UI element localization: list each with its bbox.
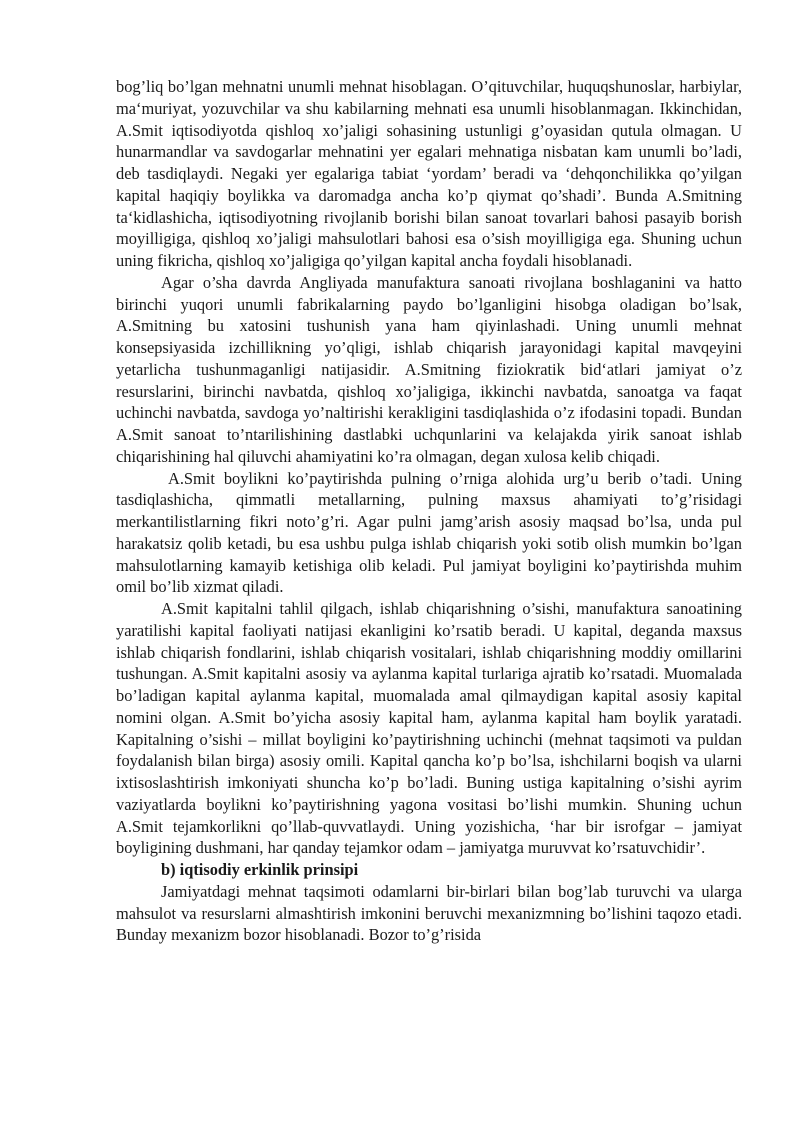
paragraph-2: Agar o’sha davrda Angliyada manufaktura sanoati rivojlana boshlaganini va hatto birinchi yuqori unumli fabrikalarning paydo bo’lganligini hisobga oladigan bo’lsak, A.Smitning bu xatosini tushunish yana ham qiyinlashadi. Uning unumli mehnat konsepsiyasida izchillikning yo’qligi, ishlab chiqarish jarayonidagi kapital mavqeyini yetarlicha tushunmaganligi natijasidir. A.Smitning fiziokratik bid‘atlari jamiyat o’z resurslarini, birinchi navbatda, qishloq xo’jaligiga, ikkinchi navbatda, sanoatga va faqat uchinchi navbatda, savdoga yo’naltirishi kerakligini tasdiqlashida o’z ifodasini topadi. Bundan A.Smit sanoat to’ntarilishining dastlabki uchqunlarini va kelajakda yirik sanoat ishlab chiqarishining hal qiluvchi ahamiyatini ko’ra olmagan, degan xulosa kelib chiqadi. bbox=[116, 272, 742, 466]
document-page bbox=[116, 76, 742, 946]
paragraph-3: A.Smit boylikni ko’paytirishda pulning o’rniga alohida urg’u berib o’tadi. Uning tasdiqlashicha, qimmatli metallarning, pulning maxsus ahamiyati to’g’risidagi merkantilistlarning fikri noto’g’ri. Agar pulni jamg’arish asosiy maqsad bo’lsa, unda pul harakatsiz qolib ketadi, bu esa ushbu pulga ishlab chiqarish yoki sotib olish mumkin bo’lgan mahsulotlarning kamayib ketishiga olib keladi. Pul jamiyat boyligini ko’paytirishda muhim omil bo’lib xizmat qiladi. bbox=[116, 468, 742, 597]
paragraph-4: A.Smit kapitalni tahlil qilgach, ishlab chiqarishning o’sishi, manufaktura sanoatining yaratilishi kapital faoliyati natijasi ekanligini ko’rsatib beradi. U kapital, deganda maxsus ishlab chiqarish fondlarini, ishlab chiqarish vositalari, ishlab chiqarishning moddiy omillarini tushungan. A.Smit kapitalni asosiy va aylanma kapital turlariga ajratib ko’rsatadi. Muomalada bo’ladigan kapital aylanma kapital, muomalada amal qilmaydigan kapital asosiy kapital nomini olgan. A.Smit bo’yicha asosiy kapital ham, aylanma kapital ham boylik yaratadi. Kapitalning o’sishi – millat boyligini ko’paytirishning uchinchi (mehnat taqsimoti va puldan foydalanish bilan birga) asosiy omili. Kapital qancha ko’p bo’lsa, ishchilarni boqish va ularni ixtisoslashtirish imkoniyati shuncha ko’p bo’ladi. Buning ustiga kapitalning o’sishi ayrim vaziyatlarda boylikni ko’paytirishning yagona vositasi bo’lishi mumkin. Shuning uchun A.Smit tejamkorlikni qo’llab-quvvatlaydi. Uning yozishicha, ‘har bir isrofgar – jamiyat boyligining dushmani, har qanday tejamkor odam – jamiyatga muruvvat ko’rsatuvchidir’. bbox=[116, 599, 742, 858]
paragraph-1: bog’liq bo’lgan mehnatni unumli mehnat hisoblagan. O’qituvchilar, huquqshunoslar, harbiylar, ma‘muriyat, yozuvchilar va shu kabilarning mehnati esa unumli hisoblanmagan. Ikkinchidan, A.Smit iqtisodiyotda qishloq xo’jaligi sohasining ustunligi g’oyasidan qutula olmagan. U hunarmandlar va savdogarlar mehnatini yer egalari mehnatiga nisbatan kam unumli bo’ladi, deb tasdiqlaydi. Negaki yer egalariga tabiat ‘yordam’ beradi va ‘dehqonchilikka qo’yilgan kapital haqiqiy boylikka va daromadga ancha ko’p qiymat qo’shadi’. Bunda A.Smitning ta‘kidlashicha, iqtisodiyotning rivojlanib borishi bilan sanoat tovarlari bahosi pasayib borish moyilligiga, qishloq xo’jaligi mahsulotlari bahosi esa o’sish moyilligiga ega. Shuning uchun uning fikricha, qishloq xo’jaligiga qo’yilgan kapital ancha foydali hisoblanadi. bbox=[116, 77, 742, 270]
paragraph-5: Jamiyatdagi mehnat taqsimoti odamlarni bir-birlari bilan bog’lab turuvchi va ularga mahsulot va resurslarni almashtirish imkonini beruvchi mexanizmning bo’lishini taqozo etadi. Bunday mexanizm bozor hisoblanadi. Bozor to’g’risida bbox=[116, 881, 742, 945]
section-heading: b) iqtisodiy erkinlik prinsipi bbox=[161, 860, 359, 879]
